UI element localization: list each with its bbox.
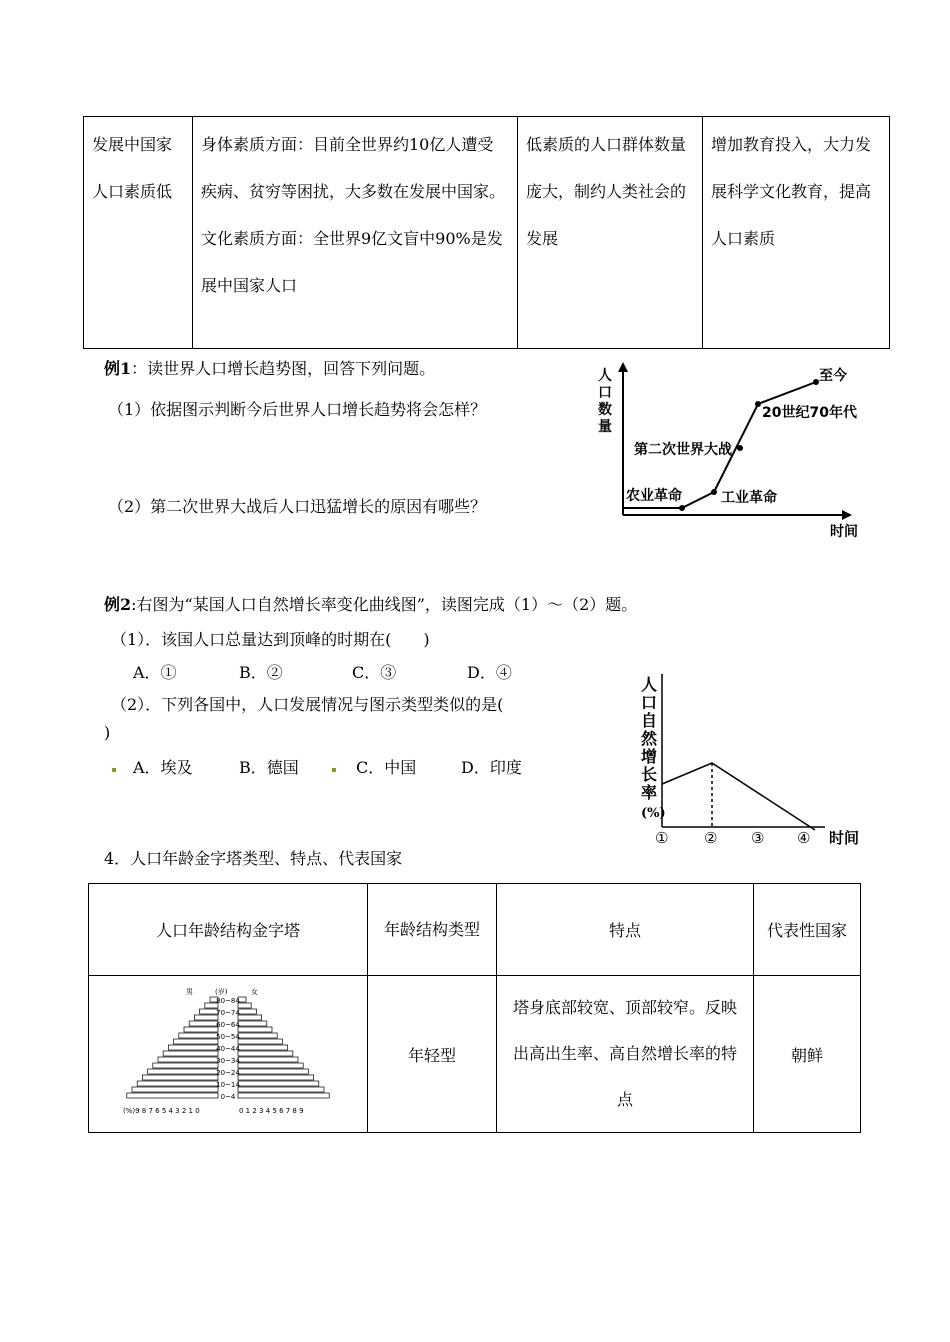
chart2-ylabel-unit: (%) — [641, 806, 666, 821]
chart1-ylabel-2: 口 — [598, 385, 612, 401]
q2-option-a: A．埃及 — [133, 758, 193, 777]
q2-option-b: B．德国 — [239, 758, 299, 777]
male-bar — [178, 1033, 217, 1038]
chart1-xlabel: 时间 — [830, 524, 858, 540]
chart1-ylabel-4: 量 — [598, 419, 612, 435]
female-bar — [238, 1015, 262, 1020]
chart2-ylabel-6: 长 — [641, 765, 658, 784]
section4-heading: 4．人口年龄金字塔类型、特点、代表国家 — [104, 849, 403, 868]
q2-option-c: C．中国 — [356, 758, 417, 777]
cell-type: 年轻型 — [368, 976, 497, 1133]
tick-3: ③ — [751, 829, 765, 847]
header-type: 年龄结构类型 — [368, 884, 497, 976]
female-bar — [238, 1075, 314, 1080]
chart2-ylabel-2: 口 — [641, 693, 658, 712]
example2-question2-close: ) — [104, 723, 111, 742]
male-bar — [132, 1087, 218, 1092]
age-group-label: 20~24 — [215, 1069, 240, 1077]
age-group-label: 40~44 — [215, 1045, 240, 1053]
example2-prompt — [104, 592, 637, 615]
example2-text: :右图为“某国人口自然增长率变化曲线图”，读图完成（1）～（2）题。 — [131, 595, 638, 614]
female-bar — [238, 1021, 267, 1026]
example1-question2: （2）第二次世界大战后人口迅猛增长的原因有哪些？ — [108, 497, 487, 516]
label-industry: 工业革命 — [721, 490, 777, 506]
example1-prompt — [104, 356, 435, 379]
point-1970s — [755, 401, 761, 407]
male-bar — [147, 1069, 217, 1074]
header-pyramid: 人口年龄结构金字塔 — [89, 884, 368, 976]
chart1-ylabel-3: 数 — [598, 402, 612, 418]
chart2-ylabel-4: 然 — [641, 729, 658, 748]
female-bar — [238, 1027, 272, 1032]
pyramid-table — [88, 883, 861, 1133]
male-bar — [168, 1045, 218, 1050]
cell-country: 朝鲜 — [754, 976, 861, 1133]
age-group-label: 50~54 — [215, 1033, 240, 1041]
chart2-xlabel: 时间 — [829, 829, 860, 847]
example2-question2: （2）．下列各国中，人口发展情况与图示类型类似的是( — [111, 695, 504, 714]
pyramid-male: 男 — [185, 988, 193, 996]
age-group-label: 80~84 — [215, 997, 240, 1005]
female-bar — [238, 1081, 319, 1086]
pyramid-left-axis: (%)9 8 7 6 5 4 3 2 1 0 — [122, 1107, 200, 1115]
female-bar — [238, 1045, 288, 1050]
age-group-label: 30~34 — [215, 1057, 240, 1065]
growth-line — [662, 763, 815, 830]
age-group-label: 0~4 — [220, 1093, 235, 1101]
table-cell-facts — [193, 117, 518, 349]
chart2-ylabel-7: 率 — [641, 783, 658, 802]
table-cell-problem — [84, 117, 193, 349]
point-agri — [679, 505, 685, 511]
pyramid-cell — [89, 976, 368, 1133]
cell-text: 身体素质方面：目前全世界约10亿人遭受疾病、贫穷等困扰，大多数在发展中国家。文化素质方面：全世界9亿文盲中90%是发展中国家人口 — [201, 135, 506, 295]
population-trend-chart — [590, 358, 875, 543]
tick-4: ④ — [797, 829, 811, 847]
male-bar — [194, 1015, 218, 1020]
female-bar — [238, 1063, 303, 1068]
x-axis-arrow — [842, 510, 852, 520]
point-ww2 — [737, 445, 743, 451]
tick-2: ② — [704, 829, 718, 847]
example1-text: ：读世界人口增长趋势图，回答下列问题。 — [131, 359, 436, 378]
age-group-label: 10~14 — [215, 1081, 240, 1089]
q2-option-d: D．印度 — [461, 758, 522, 777]
example2-question1: （1）．该国人口总量达到顶峰的时期在( ) — [111, 630, 430, 649]
pyramid-female: 女 — [250, 988, 258, 996]
female-bar — [238, 1057, 298, 1062]
male-bar — [142, 1075, 218, 1080]
female-bar — [238, 1087, 324, 1092]
cell-text: 增加教育投入，大力发展科学文化教育，提高人口素质 — [711, 135, 872, 248]
chart2-ylabel-1: 人 — [641, 675, 658, 694]
example1-label: 例1 — [104, 359, 132, 378]
q1-option-c: C．③ — [352, 663, 397, 682]
age-pyramid-chart — [121, 984, 336, 1124]
label-agri: 农业革命 — [626, 488, 682, 504]
male-bar — [163, 1051, 218, 1056]
cell-features: 塔身底部较宽、顶部较窄。反映出高出生率、高自然增长率的特点 — [497, 976, 754, 1133]
q1-option-d: D．④ — [467, 663, 512, 682]
header-country: 代表性国家 — [754, 884, 861, 976]
q1-option-a: A．① — [133, 663, 177, 682]
female-bar — [238, 1039, 282, 1044]
chart2-ylabel-5: 增 — [641, 747, 658, 766]
marker-dot — [332, 768, 336, 772]
label-now: 至今 — [819, 368, 847, 384]
header-features: 特点 — [497, 884, 754, 976]
table-cell-impact — [518, 117, 703, 349]
male-bar — [126, 1093, 217, 1098]
female-bar — [238, 1051, 293, 1056]
male-bar — [137, 1081, 218, 1086]
female-bar — [238, 1009, 256, 1014]
cell-text: 低素质的人口群体数量庞大，制约人类社会的发展 — [526, 135, 687, 248]
growth-rate-chart — [635, 670, 870, 850]
tick-1: ① — [655, 829, 669, 847]
male-bar — [184, 1027, 218, 1032]
age-group-label: 60~64 — [215, 1021, 240, 1029]
point-industry — [711, 489, 717, 495]
female-bar — [238, 1003, 251, 1008]
table-cell-measures — [703, 117, 890, 349]
chart1-ylabel-1: 人 — [598, 368, 612, 384]
y-axis-arrow — [618, 362, 628, 372]
male-bar — [173, 1039, 217, 1044]
male-bar — [152, 1063, 217, 1068]
marker-dot — [112, 768, 116, 772]
male-bar — [158, 1057, 218, 1062]
age-group-label: 70~74 — [215, 1009, 240, 1017]
female-bar — [238, 1069, 308, 1074]
cell-text: 发展中国家人口素质低 — [92, 135, 173, 201]
example2-label: 例2 — [104, 595, 132, 614]
q1-option-b: B．② — [239, 663, 283, 682]
chart2-ylabel-3: 自 — [641, 711, 658, 730]
pyramid-right-axis: 0 1 2 3 4 5 6 7 8 9 — [238, 1107, 304, 1115]
female-bar — [238, 1093, 329, 1098]
quality-table — [83, 116, 890, 349]
label-ww2: 第二次世界大战 — [634, 442, 732, 458]
male-bar — [189, 1021, 218, 1026]
pyramid-age-header: (岁) — [214, 988, 227, 996]
example1-question1: （1）依据图示判断今后世界人口增长趋势将会怎样？ — [108, 400, 487, 419]
label-1970s: 20世纪70年代 — [762, 405, 857, 421]
female-bar — [238, 1033, 277, 1038]
